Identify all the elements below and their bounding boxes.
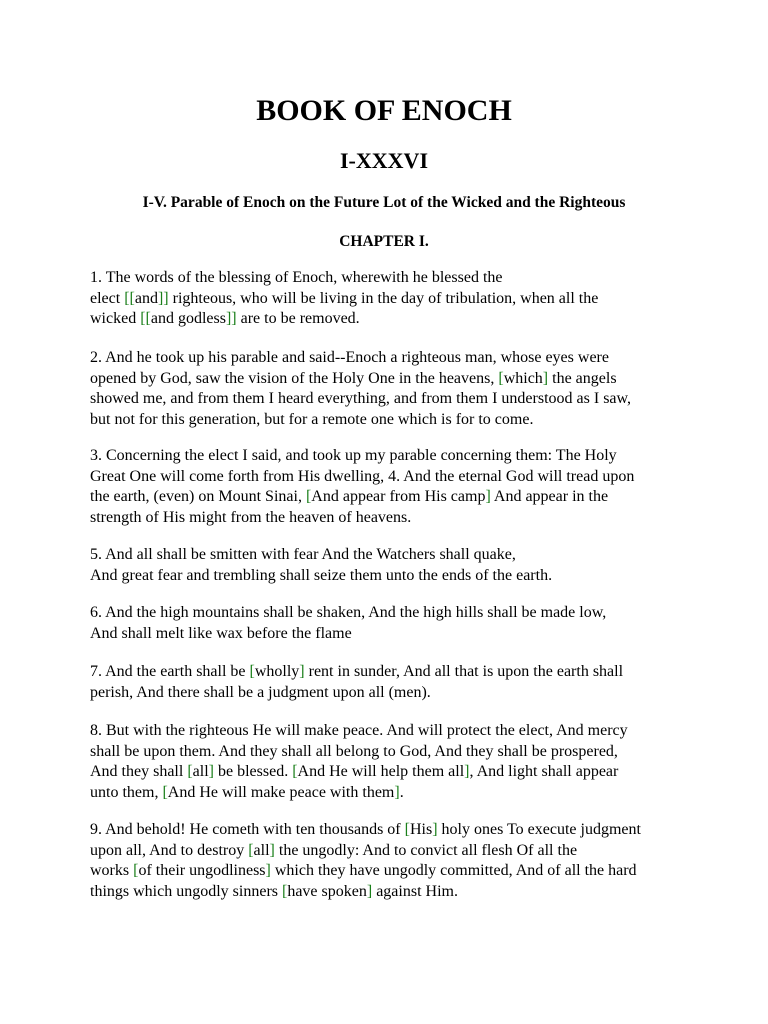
text-segment: perish, And there shall be a judgment upon all (men). — [90, 683, 431, 701]
insertion-bracket: [ — [162, 783, 168, 801]
text-line — [90, 487, 690, 508]
text-line — [90, 289, 690, 310]
insertion-bracket: [ — [404, 821, 410, 838]
text-segment: 9. And behold! He cometh with ten thousands of — [90, 821, 405, 838]
text-segment: And they shall — [90, 763, 188, 780]
text-segment: And appear from His camp — [311, 488, 486, 505]
insertion-bracket: [ — [305, 488, 312, 505]
insertion-bracket: ] — [485, 488, 491, 505]
section-heading: I-V. Parable of Enoch on the Future Lot of the Wicked and the Righteous — [142, 194, 626, 211]
text-segment: but not for this generation, but for a remote one which is for to come. — [90, 410, 534, 428]
text-segment: righteous, who will be living in the day of tribulation, when all the — [168, 289, 599, 307]
text-segment: things which ungodly sinners — [90, 882, 282, 900]
insertion-bracket: [ — [292, 763, 298, 780]
text-segment: works — [90, 862, 134, 879]
text-line — [90, 721, 690, 742]
paragraph-verses-3-4 — [90, 446, 690, 528]
text-segment: are to be removed. — [236, 310, 360, 327]
paragraph-verse-5 — [90, 545, 690, 586]
text-segment: strength of His might from the heaven of heavens. — [90, 508, 412, 526]
text-line — [90, 841, 690, 862]
text-segment: , And light shall appear — [469, 763, 619, 780]
text-segment: which they have ungodly committed, And of all the hard — [270, 862, 637, 879]
text-segment: And He will help them all — [297, 763, 465, 780]
text-segment: against Him. — [372, 882, 458, 900]
text-segment: . — [399, 783, 404, 801]
text-line — [90, 268, 690, 289]
text-segment: His — [409, 821, 433, 838]
text-line — [90, 369, 690, 390]
insertion-bracket: [ — [133, 862, 139, 879]
insertion-bracket: ] — [366, 882, 373, 900]
text-line — [90, 861, 690, 882]
insertion-bracket: [[ — [124, 289, 135, 307]
text-segment: 1. The words of the blessing of Enoch, wherewith he blessed the — [90, 269, 503, 286]
insertion-bracket: ] — [542, 369, 549, 387]
insertion-bracket: [ — [282, 882, 288, 900]
insertion-bracket: [ — [248, 841, 254, 859]
insertion-bracket: [ — [249, 663, 255, 680]
text-segment: and godless — [150, 310, 226, 327]
text-segment: Great One will come forth from His dwelling, 4. And the eternal God will tread upon — [90, 467, 635, 485]
text-segment: the ungodly: And to convict all flesh Of all the — [274, 841, 578, 859]
text-segment: which — [503, 369, 543, 387]
text-line — [90, 683, 690, 704]
text-segment: of their ungodliness — [138, 862, 266, 879]
text-segment: 6. And the high mountains shall be shaken, And the high hills shall be made low, — [90, 604, 607, 621]
text-line — [90, 309, 690, 330]
book-subtitle: I-XXXVI — [340, 148, 428, 173]
text-line — [90, 742, 690, 763]
paragraph-verse-8 — [90, 721, 690, 803]
text-segment: 5. And all shall be smitten with fear And the Watchers shall quake, — [90, 546, 516, 563]
text-segment: all — [192, 763, 209, 780]
text-segment: the earth, (even) on Mount Sinai, — [90, 488, 306, 505]
book-title: BOOK OF ENOCH — [256, 94, 512, 127]
text-segment: shall be upon them. And they shall all belong to God, And they shall be prospered, — [90, 742, 618, 760]
text-segment: wicked — [90, 310, 141, 327]
insertion-bracket: ] — [464, 763, 470, 780]
text-line — [90, 348, 690, 369]
text-segment: all — [253, 841, 270, 859]
text-segment: 8. But with the righteous He will make peace. And will protect the elect, And mercy — [90, 722, 628, 739]
text-segment: opened by God, saw the vision of the Holy One in the heavens, — [90, 369, 499, 387]
insertion-bracket: ] — [269, 841, 275, 859]
text-line — [90, 508, 690, 529]
text-segment: and — [134, 289, 158, 307]
text-segment: And shall melt like wax before the flame — [90, 624, 352, 642]
text-line — [90, 762, 690, 783]
text-segment: rent in sunder, And all that is upon the earth shall — [304, 663, 624, 680]
insertion-bracket: ] — [432, 821, 438, 838]
insertion-bracket: [ — [498, 369, 504, 387]
insertion-bracket: ] — [208, 763, 214, 780]
text-line — [90, 389, 690, 410]
text-line — [90, 467, 690, 488]
text-segment: the angels — [548, 369, 617, 387]
insertion-bracket: [ — [187, 763, 193, 780]
text-line — [90, 410, 690, 431]
text-line — [90, 882, 690, 903]
text-segment: 3. Concerning the elect I said, and took up my parable concerning them: The Holy — [90, 447, 617, 464]
insertion-bracket: ]] — [157, 289, 169, 307]
text-line — [90, 603, 690, 624]
insertion-bracket: ] — [265, 862, 271, 879]
text-segment: And appear in the — [490, 488, 609, 505]
insertion-bracket: ] — [299, 663, 305, 680]
paragraph-verse-2 — [90, 348, 690, 430]
text-segment: 7. And the earth shall be — [90, 663, 250, 680]
text-segment: elect — [90, 289, 125, 307]
text-segment: wholly — [254, 663, 300, 680]
paragraph-verse-9 — [90, 820, 690, 902]
text-segment: showed me, and from them I heard everything, and from them I understood as I saw, — [90, 390, 632, 407]
text-line — [90, 566, 690, 587]
insertion-bracket: ] — [394, 783, 400, 801]
chapter-heading: CHAPTER I. — [339, 233, 429, 250]
insertion-bracket: ]] — [225, 310, 237, 327]
text-line — [90, 820, 690, 841]
text-segment: And He will make peace with them — [167, 783, 395, 801]
text-segment: holy ones To execute judgment — [437, 821, 641, 838]
text-segment: 2. And he took up his parable and said--Enoch a righteous man, whose eyes were — [90, 349, 609, 366]
text-line — [90, 446, 690, 467]
text-segment: unto them, — [90, 783, 163, 801]
paragraph-verse-1 — [90, 268, 690, 330]
text-segment: And great fear and trembling shall seize them unto the ends of the earth. — [90, 566, 553, 584]
text-segment: be blessed. — [213, 763, 293, 780]
text-line — [90, 783, 690, 804]
paragraph-verse-7 — [90, 662, 690, 703]
text-segment: have spoken — [287, 882, 367, 900]
text-line — [90, 545, 690, 566]
insertion-bracket: [[ — [140, 310, 151, 327]
text-line — [90, 624, 690, 645]
paragraph-verse-6 — [90, 603, 690, 644]
text-line — [90, 662, 690, 683]
text-segment: upon all, And to destroy — [90, 841, 249, 859]
